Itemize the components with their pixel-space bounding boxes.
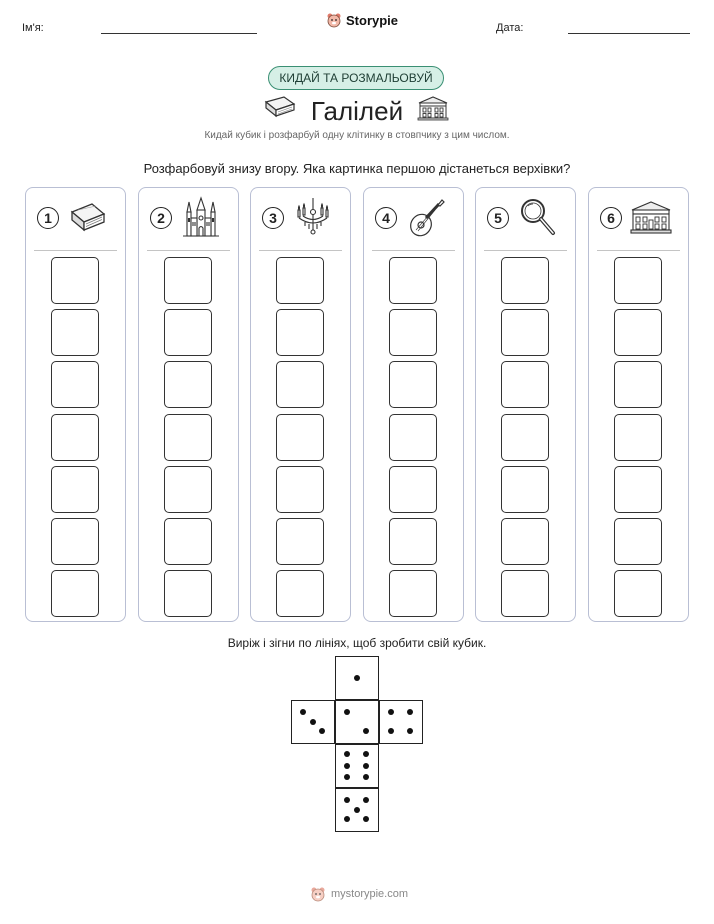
footer-bear-icon (310, 886, 326, 902)
color-cell[interactable] (614, 518, 662, 565)
chandelier-icon (291, 196, 335, 240)
color-cell[interactable] (501, 518, 549, 565)
column-divider (372, 250, 455, 251)
color-cell[interactable] (276, 570, 324, 617)
dice-pip (300, 709, 306, 715)
magnifying-glass-icon (516, 196, 560, 240)
dice-pip (344, 763, 350, 769)
column-5 (475, 187, 576, 622)
dice-pip (363, 763, 369, 769)
column-divider (597, 250, 680, 251)
color-cell[interactable] (389, 518, 437, 565)
color-cell[interactable] (501, 466, 549, 513)
column-number: 4 (375, 207, 397, 229)
color-cell[interactable] (51, 518, 99, 565)
color-cell[interactable] (501, 361, 549, 408)
dice-pip (344, 816, 350, 822)
dice-pip (363, 728, 369, 734)
color-cell[interactable] (164, 309, 212, 356)
color-cell[interactable] (501, 309, 549, 356)
dice-face-2 (335, 700, 379, 744)
color-cell[interactable] (389, 570, 437, 617)
dice-pip (344, 774, 350, 780)
lute-icon (404, 196, 448, 240)
color-cell[interactable] (614, 414, 662, 461)
color-cell[interactable] (164, 414, 212, 461)
color-cell[interactable] (51, 257, 99, 304)
dice-pip (319, 728, 325, 734)
dice-pip (407, 728, 413, 734)
column-2 (138, 187, 239, 622)
university-building-icon (629, 196, 673, 240)
footer (310, 886, 408, 902)
dice-pip (354, 807, 360, 813)
color-cell[interactable] (614, 361, 662, 408)
date-label: Дата: (496, 22, 524, 34)
column-divider (259, 250, 342, 251)
column-6 (588, 187, 689, 622)
name-line[interactable] (101, 33, 257, 34)
column-1 (25, 187, 126, 622)
color-cell[interactable] (614, 570, 662, 617)
storypie-logo (326, 12, 398, 28)
question-text: Розфарбовуй знизу вгору. Яка картинка першою дістанеться верхівки? (143, 161, 571, 176)
column-number: 2 (150, 207, 172, 229)
dice-pip (363, 751, 369, 757)
game-type-badge: КИДАЙ ТА РОЗМАЛЬОВУЙ (268, 66, 444, 90)
color-cell[interactable] (51, 414, 99, 461)
title-building-icon (417, 95, 449, 121)
color-cell[interactable] (389, 414, 437, 461)
cathedral-icon (179, 196, 223, 240)
dice-pip (344, 797, 350, 803)
color-cell[interactable] (389, 257, 437, 304)
column-divider (147, 250, 230, 251)
color-cell[interactable] (389, 466, 437, 513)
color-cell[interactable] (164, 466, 212, 513)
color-cell[interactable] (276, 257, 324, 304)
column-divider (484, 250, 567, 251)
instructions-text: Кидай кубик і розфарбуй одну клітинку в стовпчику з цим числом. (204, 130, 510, 141)
dice-pip (354, 675, 360, 681)
footer-url[interactable]: mystorypie.com (331, 888, 409, 900)
column-number: 5 (487, 207, 509, 229)
column-divider (34, 250, 117, 251)
color-cell[interactable] (614, 309, 662, 356)
color-cell[interactable] (501, 257, 549, 304)
page-title: Галілей (310, 96, 404, 126)
dice-pip (344, 751, 350, 757)
color-cell[interactable] (276, 309, 324, 356)
column-number: 3 (262, 207, 284, 229)
color-cell[interactable] (51, 466, 99, 513)
date-line[interactable] (568, 33, 690, 34)
color-cell[interactable] (164, 570, 212, 617)
dice-pip (388, 728, 394, 734)
dice-pip (363, 816, 369, 822)
column-3 (250, 187, 351, 622)
color-cell[interactable] (51, 361, 99, 408)
column-number: 6 (600, 207, 622, 229)
cut-instruction: Виріж і зігни по лініях, щоб зробити свій кубик. (227, 636, 487, 650)
color-cell[interactable] (389, 361, 437, 408)
dice-face-6 (335, 744, 379, 788)
color-cell[interactable] (51, 570, 99, 617)
dice-face-3 (291, 700, 335, 744)
color-cell[interactable] (164, 518, 212, 565)
book-icon (66, 196, 110, 240)
dice-pip (407, 709, 413, 715)
name-label: Ім'я: (22, 22, 44, 34)
dice-pip (363, 774, 369, 780)
color-cell[interactable] (276, 466, 324, 513)
color-cell[interactable] (164, 257, 212, 304)
color-cell[interactable] (276, 361, 324, 408)
color-cell[interactable] (389, 309, 437, 356)
bear-logo-icon (326, 12, 342, 28)
dice-pip (363, 797, 369, 803)
color-cell[interactable] (276, 518, 324, 565)
color-cell[interactable] (614, 466, 662, 513)
dice-face-4 (379, 700, 423, 744)
dice-face-5 (335, 788, 379, 832)
dice-pip (310, 719, 316, 725)
color-cell[interactable] (501, 570, 549, 617)
column-number: 1 (37, 207, 59, 229)
dice-pip (344, 709, 350, 715)
color-cell[interactable] (276, 414, 324, 461)
color-cell[interactable] (501, 414, 549, 461)
color-cell[interactable] (614, 257, 662, 304)
logo-text: Storypie (346, 12, 399, 28)
color-cell[interactable] (164, 361, 212, 408)
dice-pip (388, 709, 394, 715)
color-cell[interactable] (51, 309, 99, 356)
dice-face-1 (335, 656, 379, 700)
column-4 (363, 187, 464, 622)
